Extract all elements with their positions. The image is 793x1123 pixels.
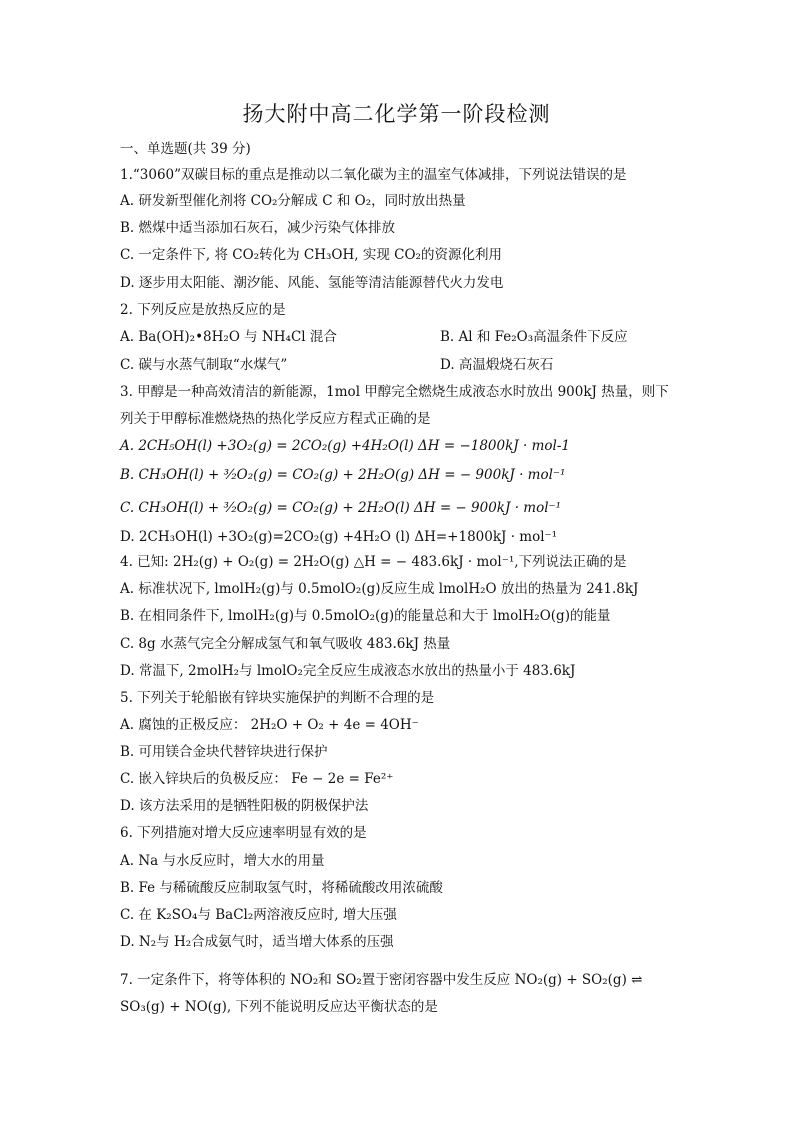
q4-option-d: D. 常温下, 2molH₂与 lmolO₂完全反应生成液态水放出的热量小于 483.6kJ: [120, 663, 576, 679]
q6-option-d: D. N₂与 H₂合成氨气时，适当增大体系的压强: [120, 934, 394, 950]
q6-stem: 6. 下列措施对增大反应速率明显有效的是: [120, 825, 367, 841]
q2-option-d: D. 高温煅烧石灰石: [440, 357, 554, 373]
q3-option-c: C. CH₃OH(l) + ³⁄₂O₂(g) = CO₂(g) + 2H₂O(l) ΔH = − 900kJ · mol⁻¹: [120, 500, 562, 516]
q3-option-d: D. 2CH₃OH(l) +3O₂(g)=2CO₂(g) +4H₂O (l) ΔH=+1800kJ · mol⁻¹: [120, 529, 558, 545]
q3-option-b: B. CH₃OH(l) + ³⁄₂O₂(g) = CO₂(g) + 2H₂O(g) ΔH = − 900kJ · mol⁻¹: [120, 467, 566, 483]
page-title: 扬大附中高二化学第一阶段检测: [242, 102, 551, 126]
q7-stem-line1: 7. 一定条件下，将等体积的 NO₂和 SO₂置于密闭容器中发生反应 NO₂(g) + SO₂(g) ⇌: [120, 972, 643, 988]
q4-option-c: C. 8g 水蒸气完全分解成氢气和氧气吸收 483.6kJ 热量: [120, 636, 451, 652]
q1-option-a: A. 研发新型催化剂将 CO₂分解成 C 和 O₂，同时放出热量: [120, 193, 466, 209]
section-heading: 一、单选题(共 39 分): [120, 141, 251, 157]
q1-option-d: D. 逐步用太阳能、潮汐能、风能、氢能等清洁能源替代火力发电: [120, 275, 504, 291]
q2-stem: 2. 下列反应是放热反应的是: [120, 302, 286, 318]
q3-option-a: A. 2CH₅OH(l) +3O₂(g) = 2CO₂(g) +4H₂O(l) ΔH = −1800kJ · mol-1: [120, 438, 570, 454]
q3-stem-line1: 3. 甲醇是一种高效清洁的新能源，1mol 甲醇完全燃烧生成液态水时放出 900kJ 热量，则下: [120, 384, 669, 400]
q7-stem-line2: SO₃(g) + NO(g), 下列不能说明反应达平衡状态的是: [120, 999, 438, 1015]
q2-option-a: A. Ba(OH)₂•8H₂O 与 NH₄Cl 混合: [120, 329, 337, 345]
q6-option-c: C. 在 K₂SO₄与 BaCl₂两溶液反应时, 增大压强: [120, 907, 397, 923]
q5-option-c: C. 嵌入锌块后的负极反应： Fe − 2e = Fe²⁺: [120, 771, 394, 787]
q2-option-b: B. Al 和 Fe₂O₃高温条件下反应: [440, 329, 628, 345]
q4-option-a: A. 标准状况下, lmolH₂(g)与 0.5molO₂(g)反应生成 lmolH₂O 放出的热量为 241.8kJ: [120, 581, 639, 597]
q1-option-c: C. 一定条件下, 将 CO₂转化为 CH₃OH, 实现 CO₂的资源化利用: [120, 247, 502, 263]
q5-option-a: A. 腐蚀的正极反应： 2H₂O + O₂ + 4e = 4OH⁻: [120, 717, 419, 733]
q1-option-b: B. 燃煤中适当添加石灰石，减少污染气体排放: [120, 220, 396, 236]
q1-stem: 1.“3060”双碳目标的重点是推动以二氧化碳为主的温室气体减排，下列说法错误的是: [120, 167, 627, 183]
q5-stem: 5. 下列关于轮船嵌有锌块实施保护的判断不合理的是: [120, 690, 435, 706]
q4-stem: 4. 已知: 2H₂(g) + O₂(g) = 2H₂O(g) △H = − 483.6kJ · mol⁻¹,下列说法正确的是: [120, 554, 627, 570]
q2-option-c: C. 碳与水蒸气制取“水煤气”: [120, 357, 288, 373]
q5-option-d: D. 该方法采用的是牺牲阳极的阴极保护法: [120, 798, 369, 814]
q6-option-b: B. Fe 与稀硫酸反应制取氢气时，将稀硫酸改用浓硫酸: [120, 880, 443, 896]
q3-stem-line2: 列关于甲醇标准燃烧热的热化学反应方程式正确的是: [120, 411, 431, 427]
q5-option-b: B. 可用镁合金块代替锌块进行保护: [120, 744, 328, 760]
q4-option-b: B. 在相同条件下, lmolH₂(g)与 0.5molO₂(g)的能量总和大于 lmolH₂O(g)的能量: [120, 608, 611, 624]
q6-option-a: A. Na 与水反应时，增大水的用量: [120, 853, 325, 869]
